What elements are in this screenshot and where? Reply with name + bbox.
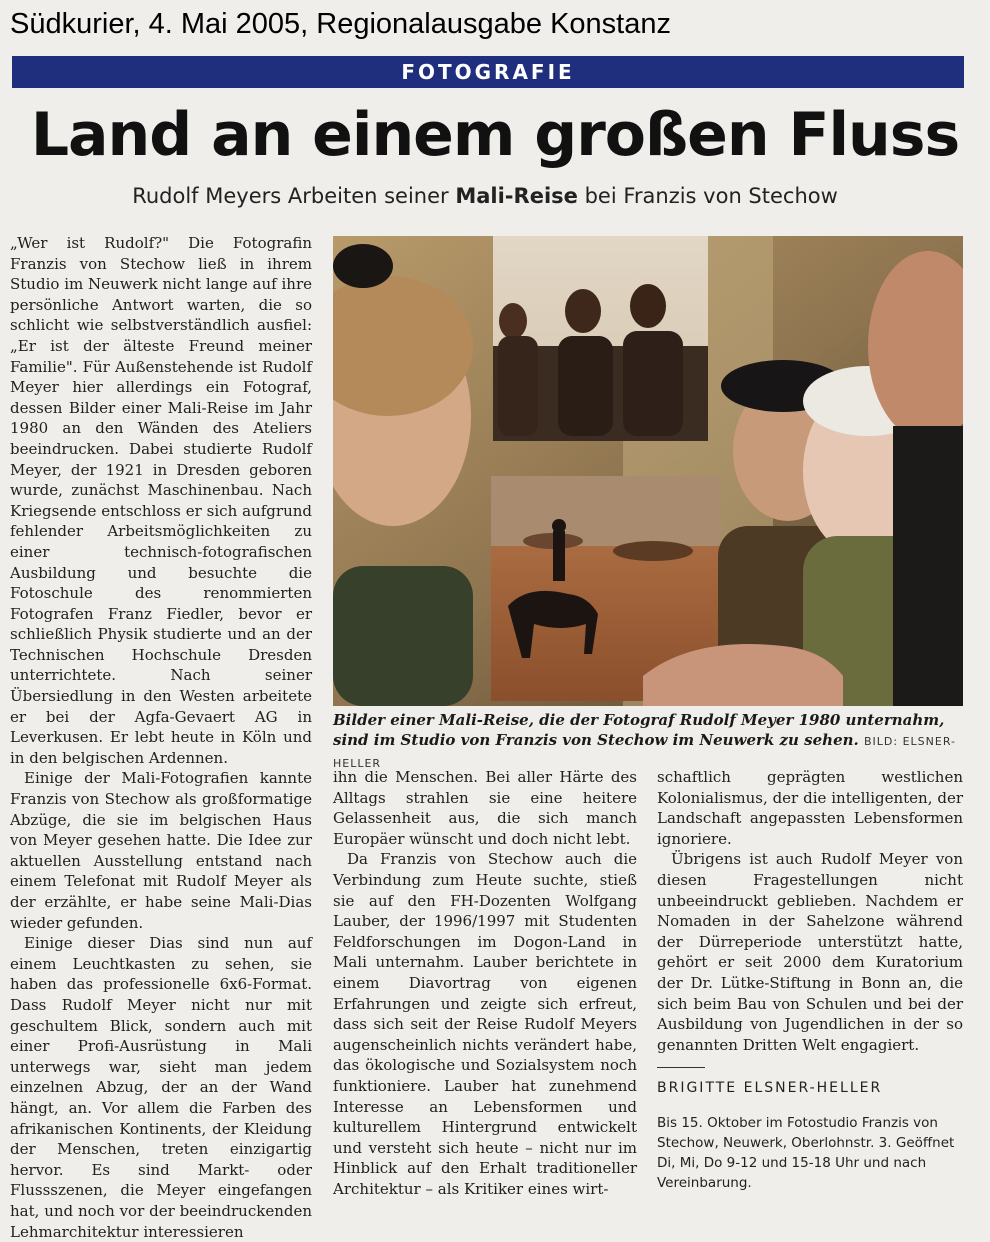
headline: Land an einem großen Fluss: [30, 100, 960, 170]
paragraph: „Wer ist Rudolf?" Die Fotografin Franzis von Stechow ließ in ihrem Studio im Neuwerk nicht lange auf ihre persönliche Antwort warten, die so schlicht wie selbstverständlich ausfiel: „Er ist der älteste Freund meiner Familie". Für Außenstehende ist Rudolf Meyer hier allerdings ein Fotograf, dessen Bilder einer Mali-Reise im Jahr 1980 an den Wänden des Ateliers beeindrucken. Dabei studierte Rudolf Meyer, der 1921 in Dresden geboren wurde, zunächst Maschinenbau. Nach Kriegsende entschloss er sich aufgrund fehlender Arbeitsmöglichkeiten zu einer technisch-fotografischen Ausbildung und besuchte die Fotoschule des renommierten Fotografen Franz Fiedler, bevor er schließlich Physik studierte und an der Technischen Hochschule Dresden unterrichtete. Nach seiner Übersiedlung in den Westen arbeitete er bei der Agfa-Gevaert AG in Leverkusen. Er lebt heute in Köln und in den belgischen Ardennen.: [10, 234, 312, 767]
subhead-post: bei Franzis von Stechow: [577, 184, 838, 208]
article-column-3: [657, 767, 963, 1193]
article-column-2: [333, 767, 637, 1199]
photo-illustration: [333, 236, 963, 706]
paragraph: Einige der Mali-Fotografien kannte Franzis von Stechow als großformatige Abzüge, die sie im belgischen Haus von Meyer gesehen hatte. Die Idee zur aktuellen Ausstellung entstand nach einem Telefonat mit Rudolf Meyer als der erzählte, er habe seine Mali-Dias wieder gefunden.: [10, 769, 312, 932]
paragraph: Übrigens ist auch Rudolf Meyer von diesen Fragestellungen nicht unbeeindruckt geblieben. Nachdem er Nomaden in der Sahelzone während der Dürreperiode unterstützt hatte, gehört er seit 2000 dem Kuratorium der Dr. Lütke-Stiftung in Bonn an, die sich beim Bau von Schulen und bei der Ausbildung von Jugendlichen in der so genannten Dritten Welt engagiert.: [657, 850, 963, 1054]
photo-credit: BILD: ELSNER-HELLER: [333, 735, 956, 770]
photo-caption: [333, 710, 967, 774]
author-rule: [657, 1067, 705, 1068]
paragraph: schaftlich geprägten westlichen Kolonialismus, der die intelligenten, der Landschaft angepassten Lebensformen ignoriere.: [657, 768, 963, 848]
subhead-pre: Rudolf Meyers Arbeiten seiner: [132, 184, 456, 208]
paragraph: Da Franzis von Stechow auch die Verbindung zum Heute suchte, stieß sie auf den FH-Dozenten Wolfgang Lauber, der 1996/1997 mit Studenten Feldforschungen im Dogon-Land in Mali unternahm. Lauber berichtete in einem Diavortrag von eigenen Erfahrungen und zeigte sich erfreut, dass sich seit der Reise Rudolf Meyers augenscheinlich nichts verändert habe, das ökologische und Sozialsystem noch funktioniere. Lauber hat zunehmend Interesse an Lebensformen und kulturellem Hintergrund entwickelt und versteht sich heute – nicht nur im Hinblick auf den Erhalt traditioneller Architektur – als Kritiker eines wirt-: [333, 850, 637, 1198]
article-column-1: [10, 233, 312, 1242]
author-byline: BRIGITTE ELSNER-HELLER: [657, 1080, 883, 1097]
caption-text: Bilder einer Mali-Reise, die der Fotograf Rudolf Meyer 1980 unternahm, sind im Studio von Franzis von Stechow im Neuwerk zu sehen.: [333, 711, 945, 749]
source-line: Südkurier, 4. Mai 2005, Regionalausgabe Konstanz: [10, 8, 671, 40]
exhibition-photo: [333, 236, 963, 706]
paragraph: ihn die Menschen. Bei aller Härte des Alltags strahlen sie eine heitere Gelassenheit aus, die sich manch Europäer wünscht und doch nicht lebt.: [333, 768, 637, 848]
subheadline: [0, 184, 970, 208]
section-rubric: FOTOGRAFIE: [12, 56, 964, 88]
paragraph: Einige dieser Dias sind nun auf einem Leuchtkasten zu sehen, sie haben das professionelle 6x6-Format. Dass Rudolf Meyer nicht nur mit geschultem Blick, sondern auch mit einer Profi-Ausrüstung in Mali unterwegs war, sieht man jedem einzelnen Abzug, der an der Wand hängt, an. Vor allem die Farben des afrikanischen Kontinents, der Kleidung der Menschen, treten einzigartig hervor. Es sind Markt- oder Flussszenen, die Meyer eingefangen hat, und noch vor der beeindruckenden Lehmarchitektur interessieren: [10, 934, 312, 1241]
subhead-bold: Mali-Reise: [455, 184, 578, 208]
exhibition-info: Bis 15. Oktober im Fotostudio Franzis von Stechow, Neuwerk, Oberlohnstr. 3. Geöffnet Di, Mi, Do 9-12 und 15-18 Uhr und nach Vereinbarung.: [657, 1114, 955, 1191]
